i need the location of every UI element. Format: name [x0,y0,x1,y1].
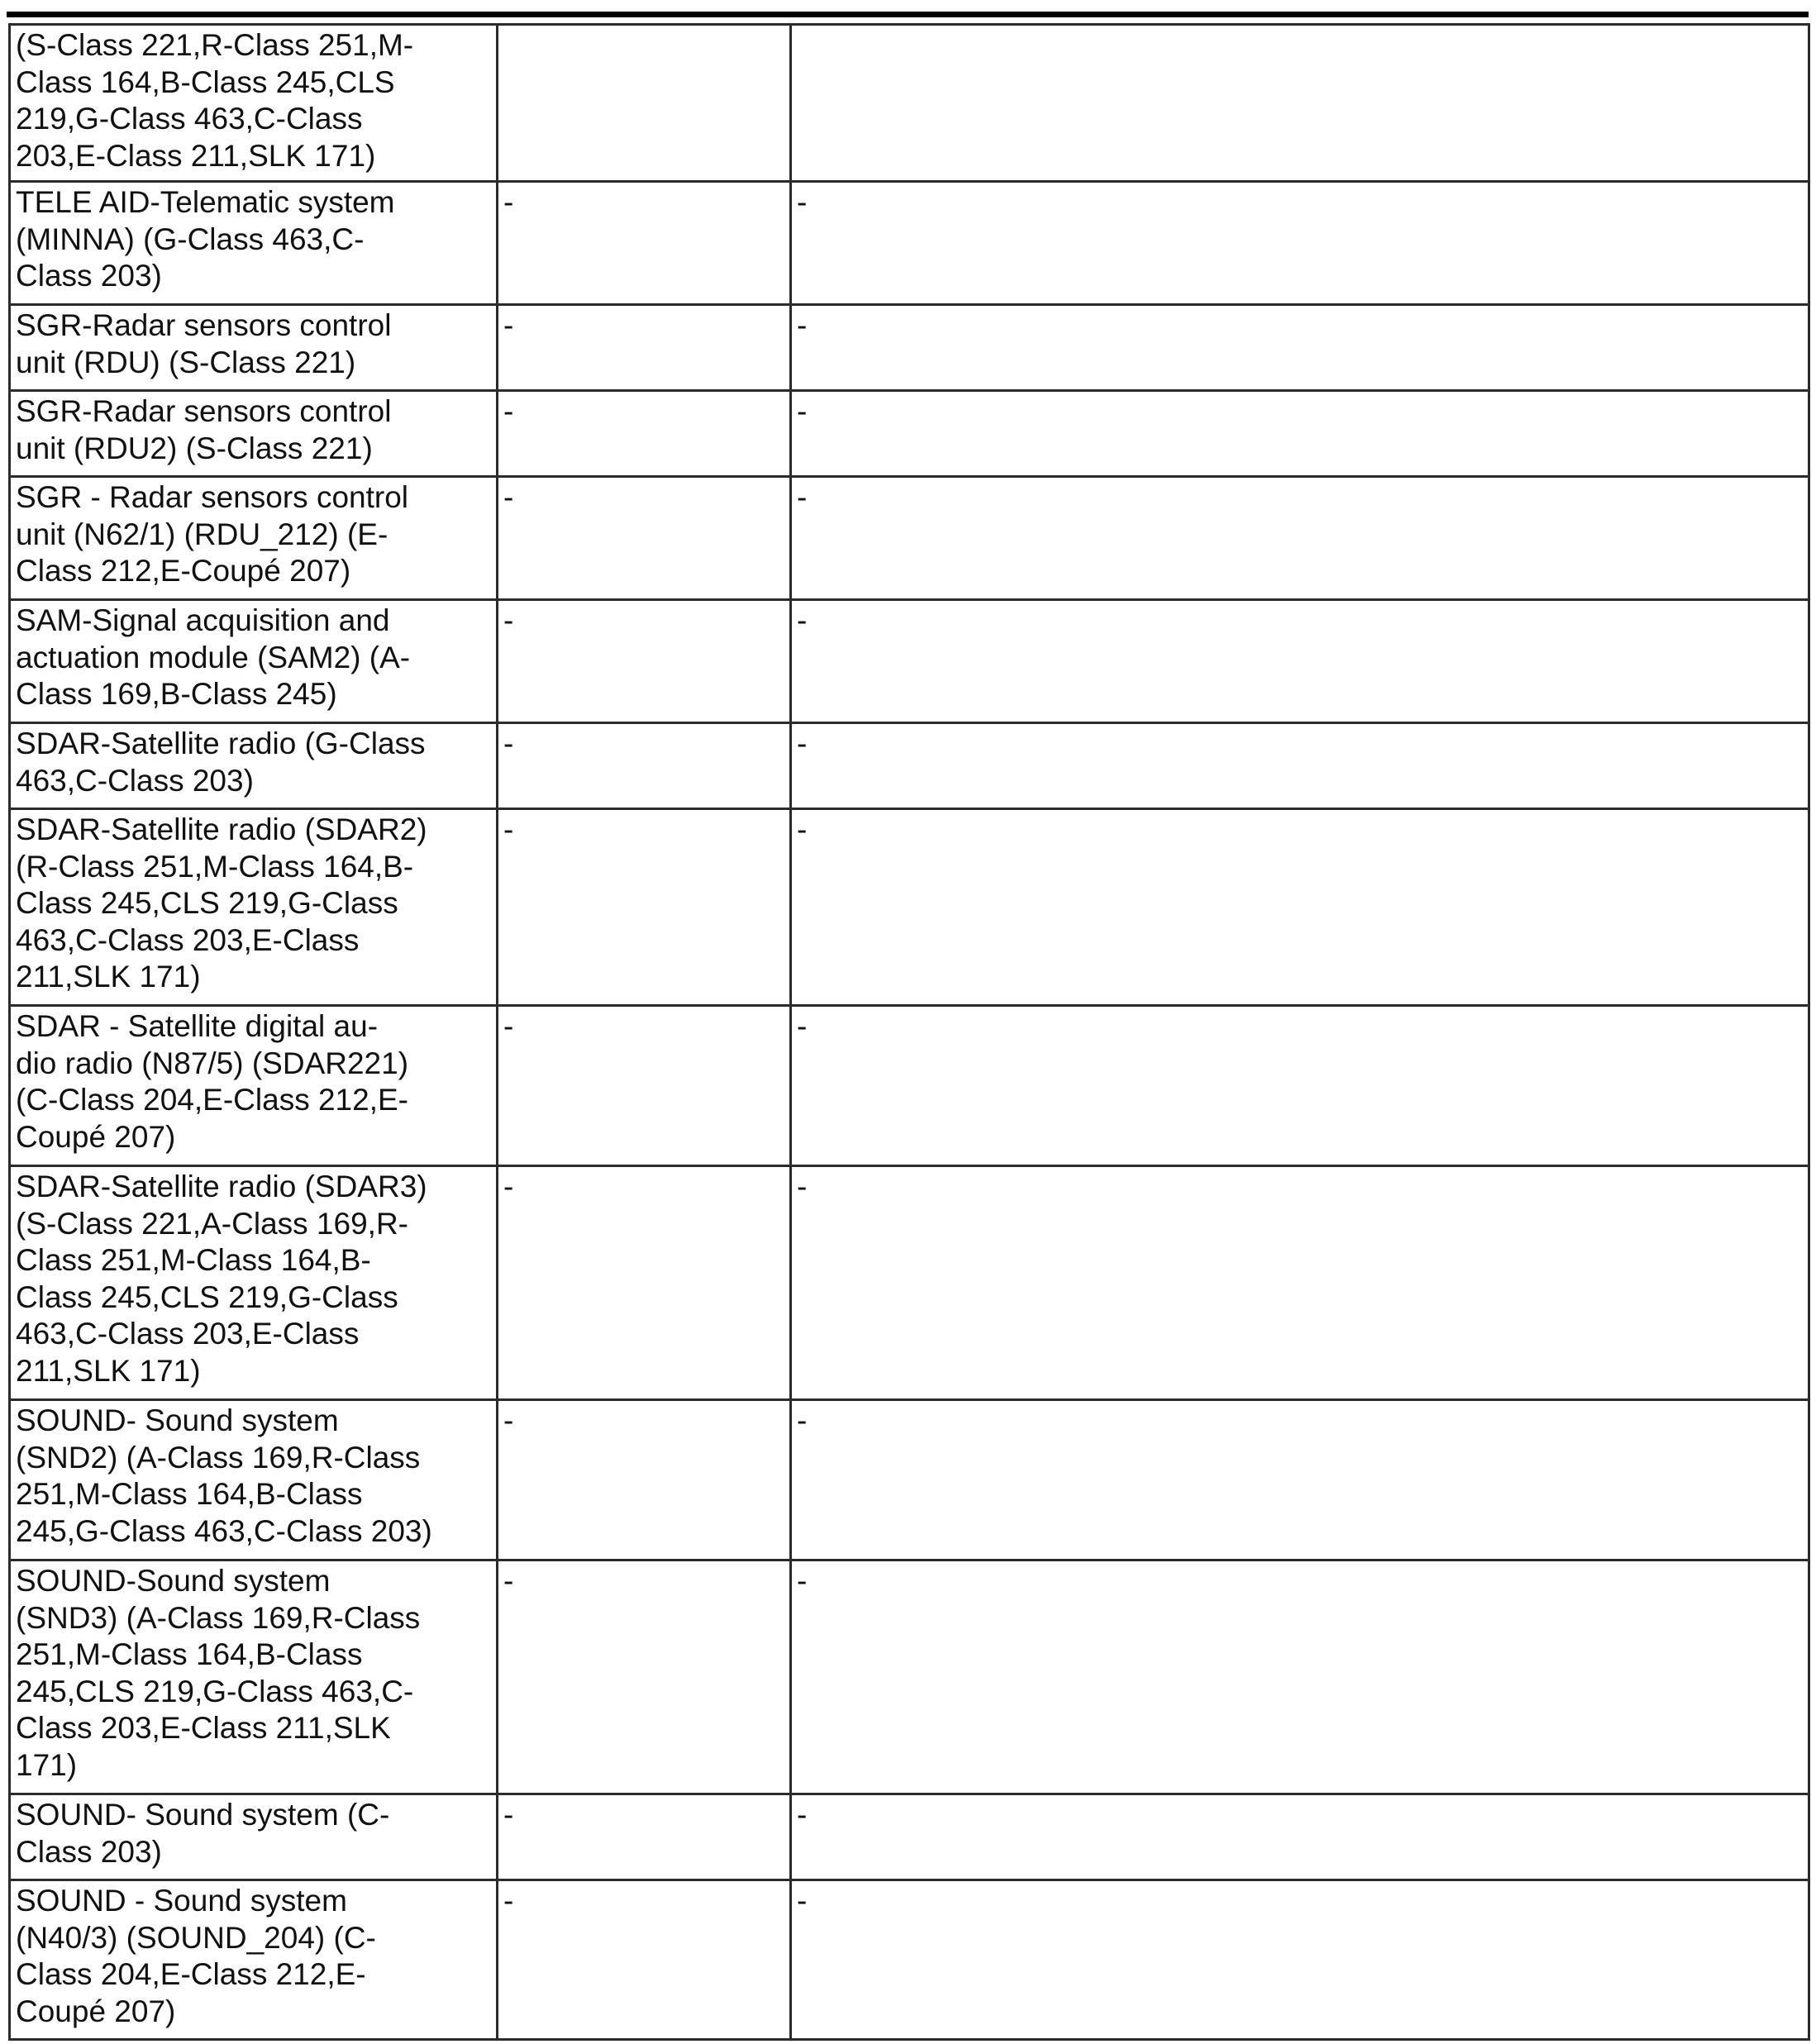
value-text-2: - [503,185,514,219]
value-text-3: - [797,1564,808,1598]
control-unit-cell [10,25,498,182]
table-body [10,25,1809,2040]
control-unit-cell [10,1166,498,1400]
value-cell-3 [791,477,1809,600]
table-row [10,1400,1809,1560]
control-unit-text: SOUND- Sound system (SND2) (A-Class 169,R-Class 251,M-Class 164,B-Class 245,G-Class 463,C-Class 203) [16,1403,432,1548]
value-text-2: - [503,308,514,342]
value-text-3: - [797,1170,808,1203]
control-unit-text: TELE AID-Telematic system (MINNA) (G-Class 463,C- Class 203) [16,185,395,293]
value-text-2: - [503,812,514,846]
control-unit-text: SDAR-Satellite radio (SDAR2) (R-Class 251,M-Class 164,B- Class 245,CLS 219,G-Class 463,C-Class 203,E-Class 211,SLK 171) [16,812,427,993]
value-cell-2 [498,1006,791,1166]
value-text-3: - [797,727,808,760]
control-unit-cell [10,305,498,391]
value-text-3: - [797,812,808,846]
table-row [10,182,1809,305]
control-unit-cell [10,1880,498,2040]
value-text-3: - [797,1403,808,1437]
value-cell-3 [791,1006,1809,1166]
control-unit-text: SDAR-Satellite radio (SDAR3) (S-Class 221,A-Class 169,R- Class 251,M-Class 164,B- Class 245,CLS 219,G-Class 463,C-Class 203,E-Class 211,SLK 171) [16,1170,427,1388]
value-cell-2 [498,1880,791,2040]
control-unit-text: SDAR - Satellite digital au- dio radio (N87/5) (SDAR221) (C-Class 204,E-Class 212,E- Coupé 207) [16,1009,409,1154]
value-text-2: - [503,603,514,637]
control-unit-cell [10,477,498,600]
control-unit-cell [10,1006,498,1166]
table-row [10,600,1809,723]
value-cell-2 [498,809,791,1006]
value-cell-3 [791,25,1809,182]
control-unit-text: SOUND - Sound system (N40/3) (SOUND_204) (C- Class 204,E-Class 212,E- Coupé 207) [16,1884,376,2028]
value-cell-2 [498,477,791,600]
value-cell-3 [791,1880,1809,2040]
table-row [10,25,1809,182]
value-text-2: - [503,480,514,514]
value-cell-3 [791,723,1809,809]
value-text-2: - [503,394,514,428]
table-row [10,477,1809,600]
value-text-2: - [503,1798,514,1832]
table-row [10,1560,1809,1794]
value-cell-3 [791,391,1809,477]
control-unit-text: SDAR-Satellite radio (G-Class 463,C-Class 203) [16,727,426,798]
value-cell-2 [498,25,791,182]
value-cell-3 [791,305,1809,391]
value-cell-3 [791,600,1809,723]
value-text-2: - [503,1170,514,1203]
value-cell-3 [791,809,1809,1006]
value-cell-2 [498,723,791,809]
value-text-2: - [503,1884,514,1918]
table-row [10,1166,1809,1400]
value-cell-2 [498,1166,791,1400]
value-text-3: - [797,603,808,637]
value-text-3: - [797,480,808,514]
value-text-2: - [503,1564,514,1598]
control-unit-text: SGR-Radar sensors control unit (RDU) (S-Class 221) [16,308,392,379]
value-text-2: - [503,1009,514,1043]
value-text-3: - [797,1884,808,1918]
table-row [10,809,1809,1006]
table-row [10,1006,1809,1166]
control-unit-text: SOUND- Sound system (C- Class 203) [16,1798,390,1869]
control-unit-text: SGR-Radar sensors control unit (RDU2) (S-Class 221) [16,394,392,465]
value-cell-2 [498,1794,791,1880]
table-row [10,1794,1809,1880]
control-unit-cell [10,600,498,723]
control-unit-table [8,23,1810,2041]
value-text-3: - [797,1009,808,1043]
value-text-2: - [503,1403,514,1437]
value-text-2: - [503,727,514,760]
top-rule [7,12,1809,17]
value-cell-2 [498,600,791,723]
control-unit-cell [10,1400,498,1560]
control-unit-cell [10,809,498,1006]
table-row [10,723,1809,809]
value-text-3: - [797,394,808,428]
control-unit-text: SOUND-Sound system (SND3) (A-Class 169,R-Class 251,M-Class 164,B-Class 245,CLS 219,G-Class 463,C- Class 203,E-Class 211,SLK 171) [16,1564,421,1782]
table-row [10,305,1809,391]
control-unit-cell [10,723,498,809]
value-text-3: - [797,1798,808,1832]
control-unit-cell [10,182,498,305]
value-cell-3 [791,1400,1809,1560]
control-unit-cell [10,1794,498,1880]
control-unit-cell [10,391,498,477]
value-cell-3 [791,1560,1809,1794]
control-unit-text: SAM-Signal acquisition and actuation module (SAM2) (A- Class 169,B-Class 245) [16,603,411,711]
value-cell-2 [498,391,791,477]
value-cell-2 [498,182,791,305]
table-row [10,391,1809,477]
value-cell-3 [791,182,1809,305]
value-text-3: - [797,185,808,219]
control-unit-text: (S-Class 221,R-Class 251,M- Class 164,B-Class 245,CLS 219,G-Class 463,C-Class 203,E-Class 211,SLK 171) [16,28,414,173]
value-cell-3 [791,1166,1809,1400]
table-row [10,1880,1809,2040]
control-unit-text: SGR - Radar sensors control unit (N62/1) (RDU_212) (E- Class 212,E-Coupé 207) [16,480,409,588]
value-cell-2 [498,305,791,391]
value-cell-3 [791,1794,1809,1880]
value-cell-2 [498,1560,791,1794]
value-text-3: - [797,308,808,342]
control-unit-cell [10,1560,498,1794]
value-cell-2 [498,1400,791,1560]
